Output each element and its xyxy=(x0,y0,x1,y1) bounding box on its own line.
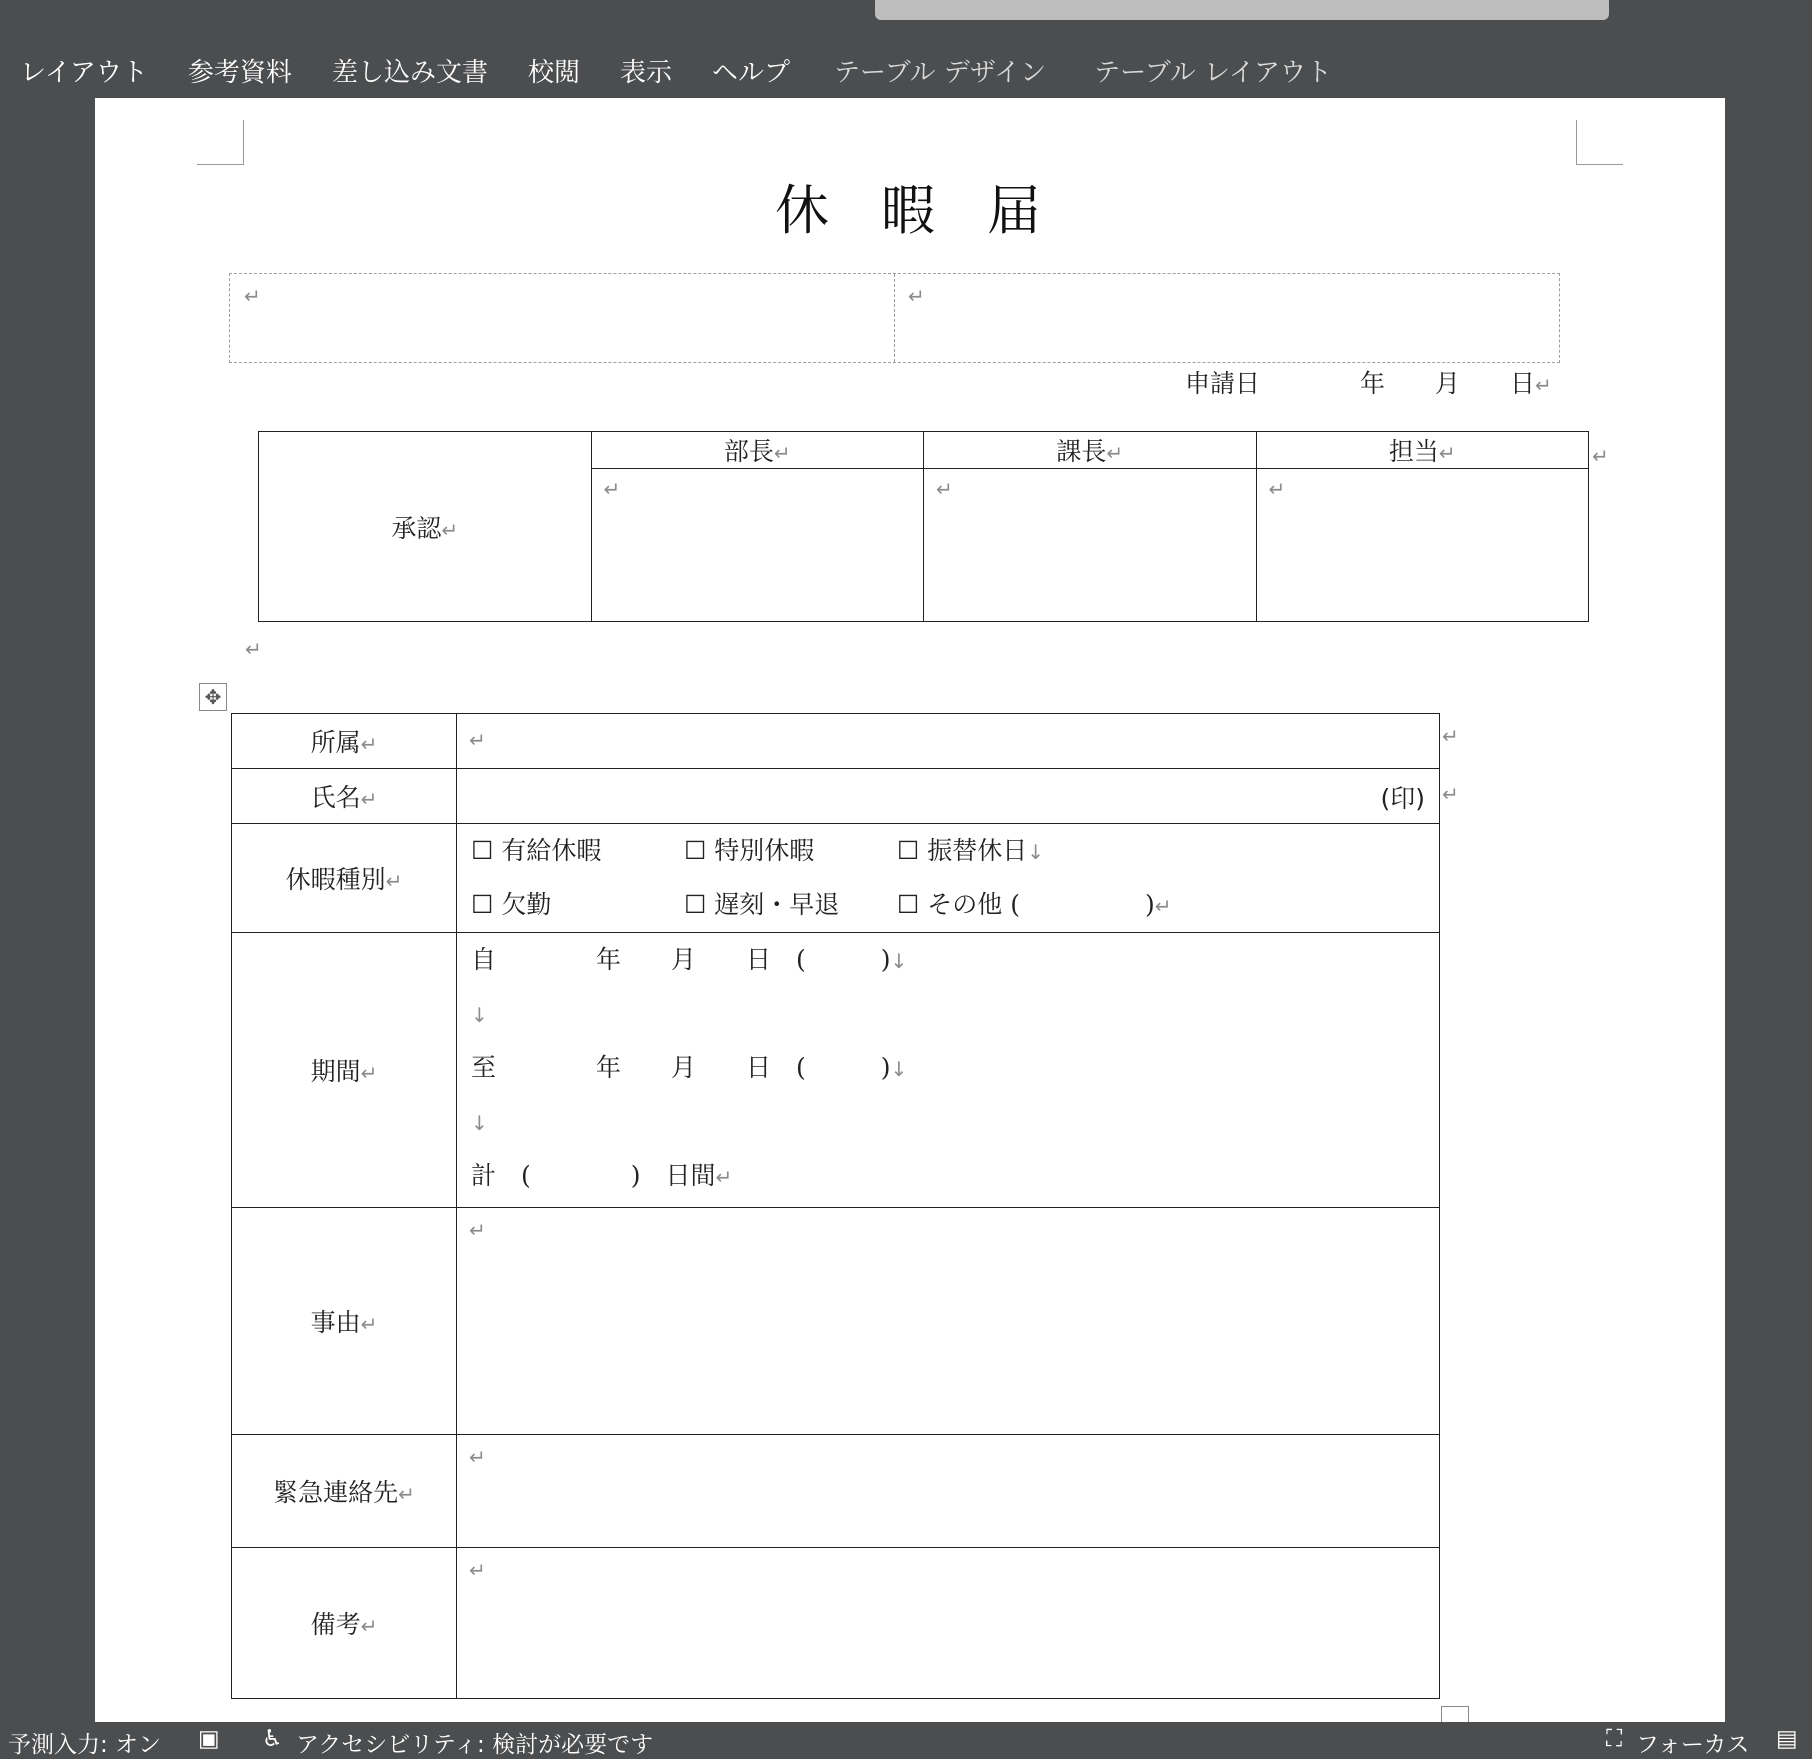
remarks-field[interactable] xyxy=(457,1548,1440,1699)
period-to: 至 年 月 日 ( ) xyxy=(471,1053,891,1082)
leave-type-field[interactable] xyxy=(457,824,1440,933)
leave-form-table[interactable] xyxy=(231,713,1440,1699)
name-label: 氏名 xyxy=(310,783,361,812)
paragraph-mark: ↵ xyxy=(1154,894,1172,918)
period-label-cell xyxy=(232,933,457,1208)
approval-header-label: 部長 xyxy=(723,437,774,466)
period-from-line xyxy=(471,933,1425,987)
line-break-mark: ↓ xyxy=(471,1111,488,1135)
ribbon xyxy=(0,0,1812,98)
ribbon-tabs xyxy=(0,48,1356,92)
remarks-label: 備考 xyxy=(310,1610,361,1639)
period-label: 期間 xyxy=(310,1057,361,1086)
affiliation-label: 所属 xyxy=(310,728,361,757)
line-break-mark: ↓ xyxy=(890,949,908,973)
name-field[interactable] xyxy=(457,769,1440,824)
paragraph-mark: ↵ xyxy=(1592,444,1609,468)
leave-type-label-cell xyxy=(232,824,457,933)
accessibility-icon[interactable]: ♿ xyxy=(262,1726,283,1752)
checkbox-paid-leave[interactable]: ☐ 有給休暇 xyxy=(471,836,602,865)
approval-stamp-cell[interactable] xyxy=(1256,469,1589,622)
checkbox-special-leave[interactable]: ☐ 特別休暇 xyxy=(683,836,815,865)
line-break-mark: ↓ xyxy=(1027,840,1045,864)
remarks-label-cell xyxy=(232,1548,457,1699)
approval-stamp-cell[interactable] xyxy=(591,469,924,622)
header-layout-table[interactable] xyxy=(229,273,1560,363)
paragraph-mark: ↵ xyxy=(469,1558,486,1582)
paragraph-mark: ↵ xyxy=(360,732,378,756)
paragraph-mark: ↵ xyxy=(360,787,378,811)
emergency-contact-field[interactable] xyxy=(457,1435,1440,1548)
period-to-line xyxy=(471,1041,1425,1095)
paragraph-mark: ↵ xyxy=(715,1165,733,1189)
reason-field[interactable] xyxy=(457,1208,1440,1435)
paragraph-mark: ↵ xyxy=(441,517,459,542)
paragraph-mark: ↵ xyxy=(1438,441,1456,465)
period-total-line xyxy=(471,1149,1425,1203)
paragraph-mark: ↵ xyxy=(398,1482,415,1506)
line-break-mark: ↓ xyxy=(471,1003,488,1027)
paragraph-mark: ↵ xyxy=(469,1218,486,1242)
line-break-mark: ↓ xyxy=(890,1057,908,1081)
search-box[interactable] xyxy=(875,0,1609,20)
tab-table-layout[interactable]: テーブル レイアウト xyxy=(1094,57,1332,88)
paragraph-mark: ↵ xyxy=(360,1614,378,1638)
paragraph-mark: ↵ xyxy=(1106,441,1124,465)
document-title: 休暇届 xyxy=(775,179,1093,242)
paragraph-mark: ↵ xyxy=(936,477,953,501)
paragraph-mark: ↵ xyxy=(1442,782,1459,806)
checkbox-other[interactable]: ☐ その他 ( ) xyxy=(896,890,1155,919)
paragraph-mark: ↵ xyxy=(603,477,621,501)
emergency-contact-label: 緊急連絡先 xyxy=(273,1478,399,1507)
affiliation-field[interactable] xyxy=(457,714,1440,769)
reason-label-cell xyxy=(232,1208,457,1435)
approval-label: 承認 xyxy=(391,513,442,543)
seal-label: (印) xyxy=(1380,784,1425,813)
paragraph-mark: ↵ xyxy=(1535,373,1552,397)
approval-header-section-chief[interactable] xyxy=(924,432,1257,469)
leave-type-label: 休暇種別 xyxy=(285,865,386,894)
focus-icon[interactable]: ⛶ xyxy=(1606,1726,1623,1752)
name-label-cell xyxy=(232,769,457,824)
period-field[interactable] xyxy=(457,933,1440,1208)
layout-divider xyxy=(894,274,895,362)
tab-help[interactable]: ヘルプ xyxy=(711,57,790,88)
margin-corner-top-left xyxy=(197,120,244,165)
tab-table-design[interactable]: テーブル デザイン xyxy=(834,57,1047,88)
table-move-handle-icon[interactable]: ✥ xyxy=(199,683,227,711)
period-total: 計 ( ) 日間 xyxy=(471,1161,716,1190)
predictive-input-status[interactable]: 予測入力: オン xyxy=(8,1732,162,1758)
margin-corner-top-right xyxy=(1576,120,1623,165)
application-date-text: 申請日 年 月 日 xyxy=(1185,369,1536,398)
checkbox-absence[interactable]: ☐ 欠勤 xyxy=(471,890,552,919)
checkbox-substitute-holiday[interactable]: ☐ 振替休日 xyxy=(896,836,1028,865)
approval-header-staff[interactable] xyxy=(1256,432,1589,469)
accessibility-status[interactable]: アクセシビリティ: 検討が必要です xyxy=(296,1732,654,1758)
tab-layout[interactable]: レイアウト xyxy=(20,57,148,88)
paragraph-mark: ↵ xyxy=(385,869,403,893)
approval-label-cell[interactable] xyxy=(259,432,592,622)
paragraph-mark: ↵ xyxy=(244,284,261,308)
paragraph-mark: ↵ xyxy=(773,441,791,465)
tab-mailings[interactable]: 差し込み文書 xyxy=(331,57,488,88)
reason-label: 事由 xyxy=(310,1308,361,1337)
approval-header-label: 担当 xyxy=(1388,437,1439,466)
paragraph-mark: ↵ xyxy=(469,1445,486,1469)
paragraph-mark: ↵ xyxy=(360,1061,378,1085)
approval-header-manager[interactable] xyxy=(591,432,924,469)
paragraph-mark: ↵ xyxy=(360,1312,378,1336)
period-from: 自 年 月 日 ( ) xyxy=(471,945,891,974)
paragraph-mark: ↵ xyxy=(908,284,925,308)
paragraph-mark: ↵ xyxy=(1268,477,1286,501)
paragraph-mark: ↵ xyxy=(469,728,486,752)
affiliation-label-cell xyxy=(232,714,457,769)
paragraph-mark: ↵ xyxy=(245,637,262,661)
macro-record-icon[interactable]: ▣ xyxy=(198,1726,220,1752)
leave-type-row xyxy=(471,878,1425,932)
approval-table[interactable] xyxy=(258,431,1589,622)
tab-references[interactable]: 参考資料 xyxy=(187,57,292,88)
approval-stamp-cell[interactable] xyxy=(924,469,1257,622)
approval-header-label: 課長 xyxy=(1056,437,1107,466)
status-bar xyxy=(0,1722,1812,1756)
focus-mode-button[interactable]: フォーカス xyxy=(1636,1732,1750,1758)
application-date xyxy=(1185,364,1552,400)
checkbox-late-early[interactable]: ☐ 遅刻・早退 xyxy=(683,890,840,919)
emergency-contact-label-cell xyxy=(232,1435,457,1548)
blank-line xyxy=(471,1095,1425,1149)
tab-view[interactable]: 表示 xyxy=(619,57,672,88)
tab-review[interactable]: 校閲 xyxy=(527,57,580,88)
read-mode-icon[interactable]: ▤ xyxy=(1776,1726,1798,1752)
leave-type-row xyxy=(471,824,1425,878)
paragraph-mark: ↵ xyxy=(1442,724,1459,748)
blank-line xyxy=(471,987,1425,1041)
